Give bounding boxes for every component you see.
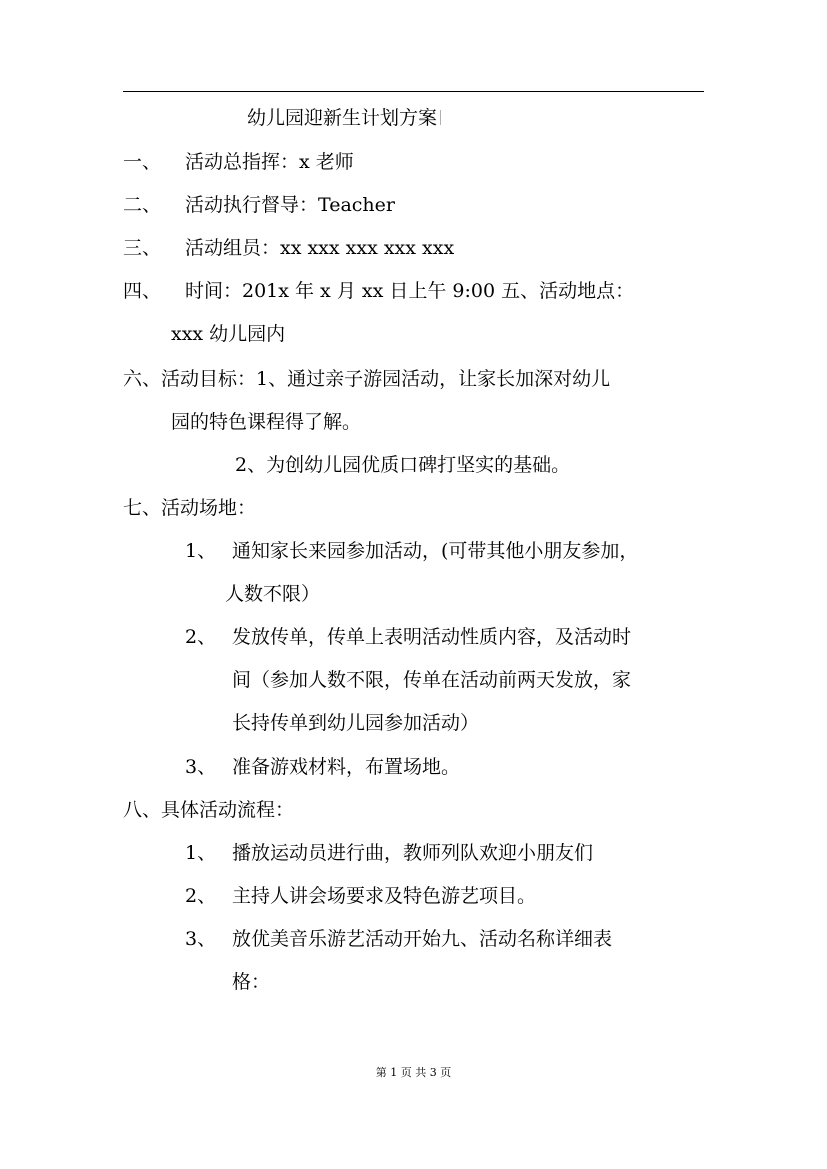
item-8-sub-1-line-1: 播放运动员进行曲，教师列队欢迎小朋友们 — [232, 842, 594, 864]
item-7-sub-3-line-1: 准备游戏材料，布置场地。 — [232, 756, 461, 778]
item-6-line-1: 六、活动目标：1、通过亲子游园活动，让家长加深对幼儿 — [123, 368, 611, 390]
item-7-sub-3-number: 3、 — [185, 756, 217, 778]
item-4-text: 时间：201x 年 x 月 xx 日上午 9:00 五、活动地点： — [185, 280, 635, 302]
document-title-text: 幼儿园迎新生计划方案 — [247, 107, 438, 129]
item-8-sub-1-number: 1、 — [185, 842, 217, 864]
item-3-text: 活动组员：xx xxx xxx xxx xxx — [185, 237, 455, 259]
item-7-sub-2-line-3: 长持传单到幼儿园参加活动） — [232, 712, 480, 734]
item-7-sub-1-line-1: 通知家长来园参加活动，(可带其他小朋友参加， — [232, 540, 639, 562]
item-8-sub-2-number: 2、 — [185, 885, 217, 907]
item-6-line-2: 园的特色课程得了解。 — [171, 411, 362, 433]
item-8-heading: 八、具体活动流程： — [123, 799, 295, 821]
item-1-text: 活动总指挥：x 老师 — [185, 151, 354, 173]
item-4-continuation: xxx 幼儿园内 — [171, 323, 286, 345]
item-2-number: 二、 — [123, 194, 162, 216]
item-8-sub-2-line-1: 主持人讲会场要求及特色游艺项目。 — [232, 885, 537, 907]
item-7-sub-1-line-2: 人数不限） — [225, 583, 321, 605]
item-7-sub-2-line-2: 间（参加人数不限，传单在活动前两天发放，家 — [232, 669, 632, 691]
item-7-sub-2-number: 2、 — [185, 626, 217, 648]
item-7-sub-1-number: 1、 — [185, 540, 217, 562]
header-rule — [123, 91, 704, 92]
item-3-number: 三、 — [123, 237, 162, 259]
item-1-number: 一、 — [123, 151, 162, 173]
item-8-sub-3-number: 3、 — [185, 928, 217, 950]
page-footer: 第 1 页 共 3 页 — [375, 1066, 452, 1079]
document-title — [247, 107, 441, 129]
item-8-sub-3-line-2: 格： — [232, 971, 271, 993]
item-6-line-3: 2、为创幼儿园优质口碑打坚实的基础。 — [235, 454, 571, 476]
text-cursor-mark — [440, 110, 441, 125]
item-7-heading: 七、活动场地： — [123, 497, 257, 519]
item-4-number: 四、 — [123, 280, 162, 302]
item-8-sub-3-line-1: 放优美音乐游艺活动开始九、活动名称详细表 — [232, 928, 613, 950]
item-7-sub-2-line-1: 发放传单，传单上表明活动性质内容，及活动时 — [232, 626, 632, 648]
item-2-text: 活动执行督导：Teacher — [185, 194, 395, 216]
